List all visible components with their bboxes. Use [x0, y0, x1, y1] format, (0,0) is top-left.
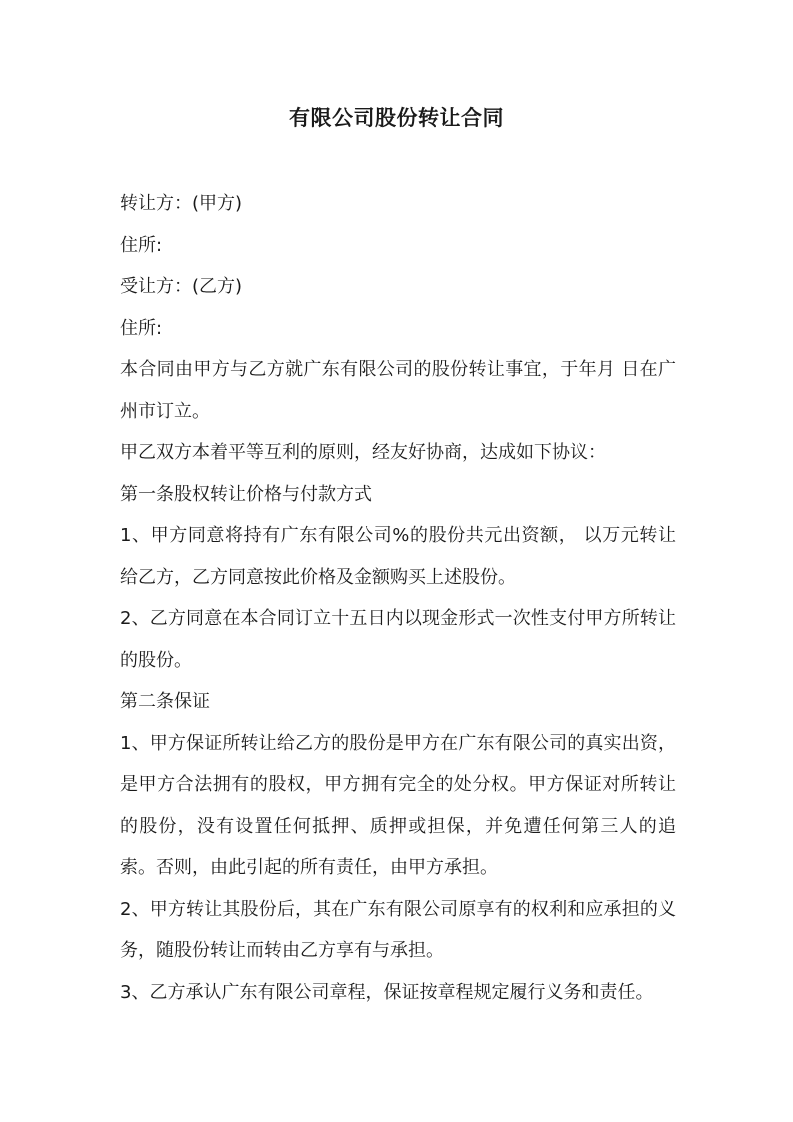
transferor-address-line: 住所:	[120, 234, 163, 256]
article-2-clause-3: 3、乙方承认广东有限公司章程，保证按章程规定履行义务和责任。	[120, 981, 654, 1003]
transferor-line: 转让方：(甲方)	[120, 193, 243, 214]
article-2-heading: 第二条保证	[120, 691, 210, 712]
contract-intro-paragraph: 本合同由甲方与乙方就广东有限公司的股份转让事宜，于年月 日在广州市订立。	[120, 359, 676, 422]
article-2-clause-2: 2、甲方转让其股份后，其在广东有限公司原享有的权利和应承担的义务，随股份转让而转由乙方享有与承担。	[120, 898, 676, 961]
transferee-line: 受让方：(乙方)	[120, 276, 243, 297]
article-1-heading: 第一条股权转让价格与付款方式	[120, 483, 372, 505]
document-body	[120, 183, 676, 1013]
article-1-clause-2: 2、乙方同意在本合同订立十五日内以现金形式一次性支付甲方所转让的股份。	[120, 608, 676, 671]
article-2-clause-1: 1、甲方保证所转让给乙方的股份是甲方在广东有限公司的真实出资，是甲方合法拥有的股权，甲方拥有完全的处分权。甲方保证对所转让的股份，没有设置任何抵押、质押或担保，并免遭任何第三人的追索。否则，由此引起的所有责任，由甲方承担。	[120, 732, 676, 878]
transferee-address-line: 住所:	[120, 317, 163, 339]
document-title: 有限公司股份转让合同	[289, 106, 504, 130]
agreement-statement-paragraph: 甲乙双方本着平等互利的原则，经友好协商，达成如下协议：	[120, 442, 606, 463]
article-1-clause-1: 1、甲方同意将持有广东有限公司%的股份共元出资额， 以万元转让给乙方，乙方同意按此价格及金额购买上述股份。	[120, 525, 676, 588]
